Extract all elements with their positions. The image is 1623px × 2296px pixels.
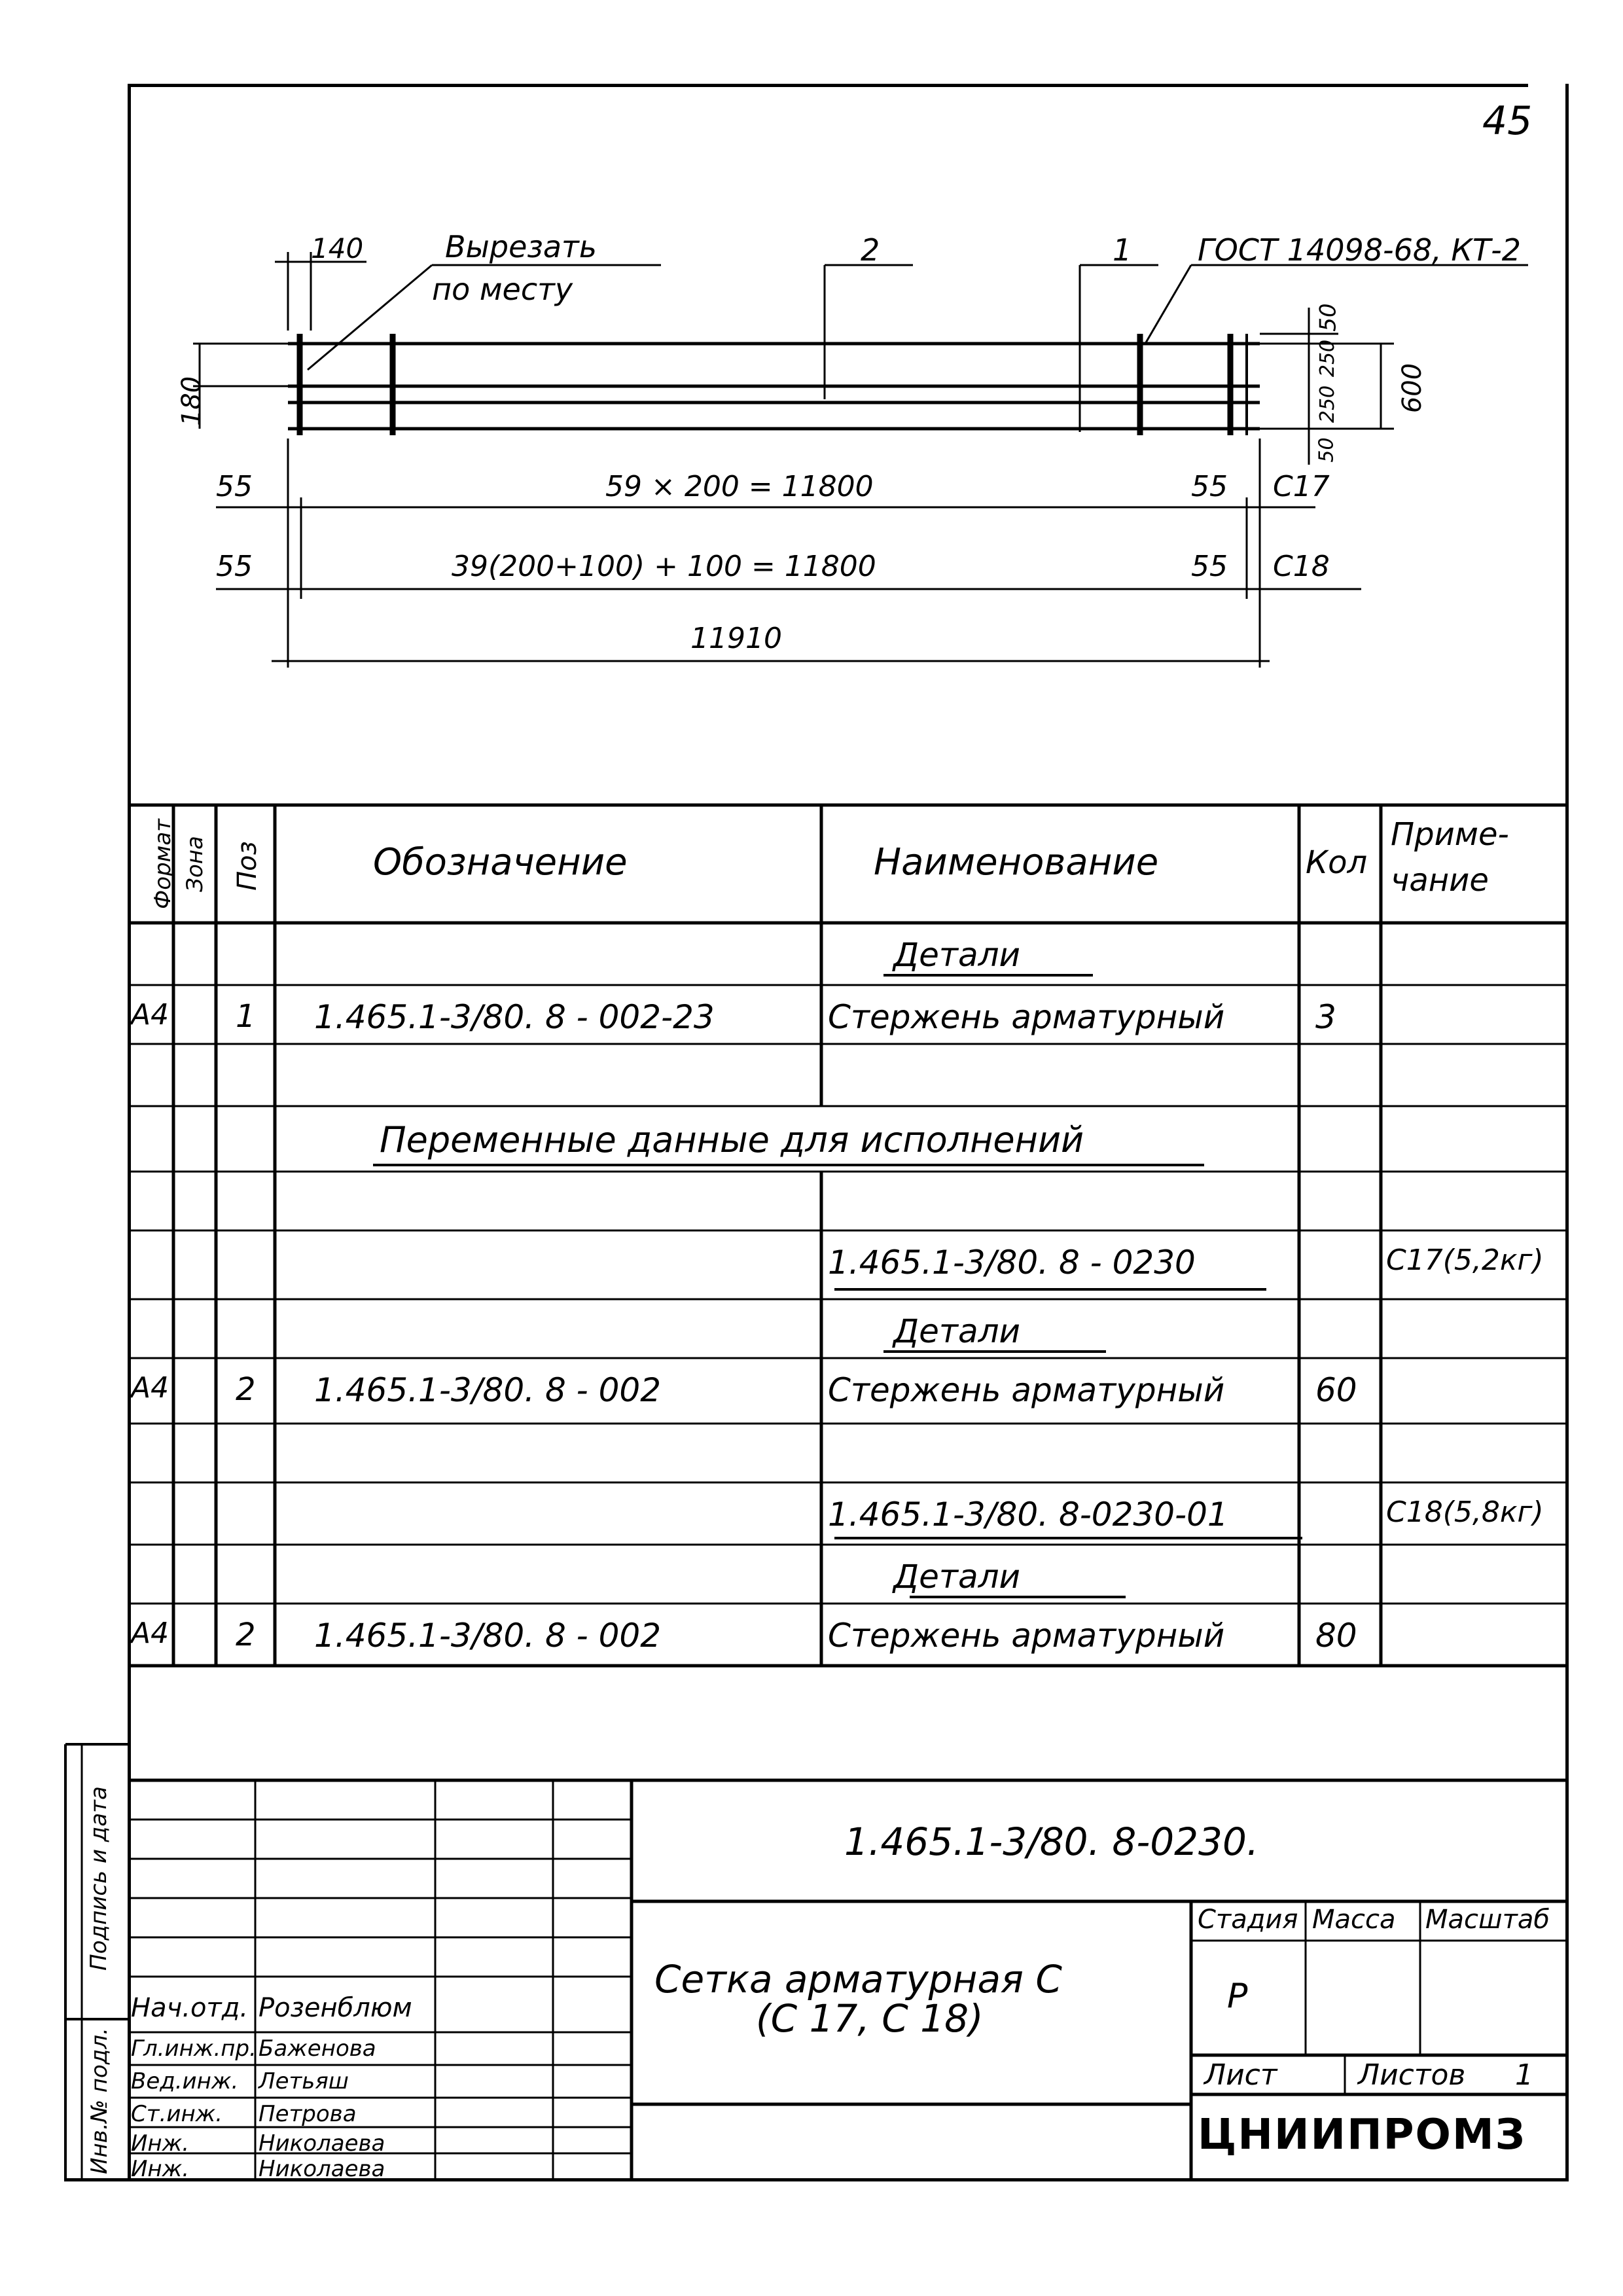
sheets-label: Листов bbox=[1358, 2058, 1466, 2092]
staff-name: Николаева bbox=[259, 2156, 385, 2182]
row-note: С18(5,8кг) bbox=[1386, 1496, 1544, 1529]
col-header-zone: Зона bbox=[181, 836, 208, 892]
staff-role: Нач.отд. bbox=[131, 1993, 249, 2023]
dim-right-250-b: 250 bbox=[1316, 385, 1340, 423]
mass-label: Масса bbox=[1312, 1905, 1396, 1935]
sheets-value: 1 bbox=[1515, 2058, 1533, 2092]
staff-role: Вед.инж. bbox=[131, 2068, 239, 2094]
position-2-label: 2 bbox=[861, 232, 880, 268]
dim-180: 180 bbox=[177, 376, 207, 427]
dim-row2-right: 55 bbox=[1191, 550, 1228, 583]
row-name: 1.465.1-3/80. 8 - 0230 bbox=[828, 1244, 1196, 1282]
mesh-mark-c17: С17 bbox=[1273, 470, 1330, 503]
organization-stamp: ЦНИИПРОМЗ bbox=[1198, 2111, 1527, 2159]
dim-row1-right: 55 bbox=[1191, 470, 1228, 503]
staff-name: Николаева bbox=[259, 2130, 385, 2157]
row-name: Детали bbox=[893, 936, 1021, 974]
gost-label: ГОСТ 14098-68, КТ-2 bbox=[1198, 232, 1522, 268]
row-qty: 80 bbox=[1315, 1617, 1357, 1655]
row-format: А4 bbox=[131, 1617, 169, 1650]
row-name: Стержень арматурный bbox=[828, 998, 1225, 1036]
staff-name: Баженова bbox=[259, 2036, 376, 2062]
dim-row2-left: 55 bbox=[216, 550, 253, 583]
row-format: А4 bbox=[131, 1371, 169, 1405]
row-designation: 1.465.1-3/80. 8 - 002-23 bbox=[314, 998, 715, 1036]
side-stamp-sign-date: Подпись и дата bbox=[85, 1786, 112, 1971]
staff-role: Гл.инж.пр. bbox=[131, 2036, 257, 2062]
row-name: Детали bbox=[893, 1312, 1021, 1350]
mesh-mark-c18: С18 bbox=[1273, 550, 1330, 583]
position-1-label: 1 bbox=[1113, 232, 1132, 268]
dim-row1-left: 55 bbox=[216, 470, 253, 503]
dim-600: 600 bbox=[1397, 363, 1428, 414]
col-header-designation: Обозначение bbox=[373, 841, 628, 884]
stage-label: Стадия bbox=[1198, 1905, 1298, 1935]
dim-total: 11910 bbox=[690, 622, 782, 655]
row-name: 1.465.1-3/80. 8-0230-01 bbox=[828, 1496, 1228, 1534]
dim-right-50-bottom: 50 bbox=[1315, 437, 1338, 463]
staff-role: Ст.инж. bbox=[131, 2101, 223, 2127]
staff-name: Летьяш bbox=[259, 2068, 349, 2094]
page-number: 45 bbox=[1482, 98, 1533, 144]
document-title-line2: (С 17, С 18) bbox=[756, 1996, 984, 2041]
staff-name: Розенблюм bbox=[259, 1993, 412, 2023]
col-header-name: Наименование bbox=[874, 841, 1159, 884]
sheet-label: Лист bbox=[1204, 2058, 1277, 2092]
staff-role: Инж. bbox=[131, 2156, 190, 2182]
stage-value: Р bbox=[1227, 1977, 1248, 2016]
col-header-note: Приме- чание bbox=[1391, 816, 1509, 899]
row-name: Стержень арматурный bbox=[828, 1617, 1225, 1655]
dim-row1-middle: 59 × 200 = 11800 bbox=[605, 470, 874, 503]
row-note: С17(5,2кг) bbox=[1386, 1244, 1544, 1277]
col-header-pos: Поз bbox=[232, 841, 262, 891]
staff-role: Инж. bbox=[131, 2130, 190, 2157]
row-name: Стержень арматурный bbox=[828, 1371, 1225, 1409]
document-title-line1: Сетка арматурная С bbox=[654, 1957, 1062, 2001]
col-header-format: Формат bbox=[149, 819, 176, 909]
row-designation: 1.465.1-3/80. 8 - 002 bbox=[314, 1371, 662, 1409]
staff-name: Петрова bbox=[259, 2101, 357, 2127]
document-code: 1.465.1-3/80. 8-0230. bbox=[844, 1820, 1259, 1864]
cut-callout-line2: по месту bbox=[432, 272, 573, 307]
row-format: А4 bbox=[131, 998, 169, 1031]
row-position: 2 bbox=[236, 1371, 256, 1408]
scale-label: Масштаб bbox=[1425, 1905, 1550, 1935]
col-header-qty: Кол bbox=[1306, 844, 1368, 881]
row-position: 2 bbox=[236, 1617, 256, 1653]
row-name: Детали bbox=[893, 1558, 1021, 1596]
dim-right-250-a: 250 bbox=[1316, 339, 1340, 378]
dim-140: 140 bbox=[311, 232, 364, 264]
row-qty: 3 bbox=[1315, 998, 1336, 1036]
side-stamp-inv: Инв.№ подл. bbox=[86, 2028, 113, 2174]
dim-right-50-top: 50 bbox=[1315, 303, 1342, 332]
row-qty: 60 bbox=[1315, 1371, 1357, 1409]
cut-callout-line1: Вырезать bbox=[445, 229, 597, 264]
row-designation: 1.465.1-3/80. 8 - 002 bbox=[314, 1617, 662, 1655]
dim-row2-middle: 39(200+100) + 100 = 11800 bbox=[452, 550, 876, 583]
row-section-heading: Переменные данные для исполнений bbox=[380, 1119, 1084, 1160]
row-position: 1 bbox=[236, 998, 256, 1035]
